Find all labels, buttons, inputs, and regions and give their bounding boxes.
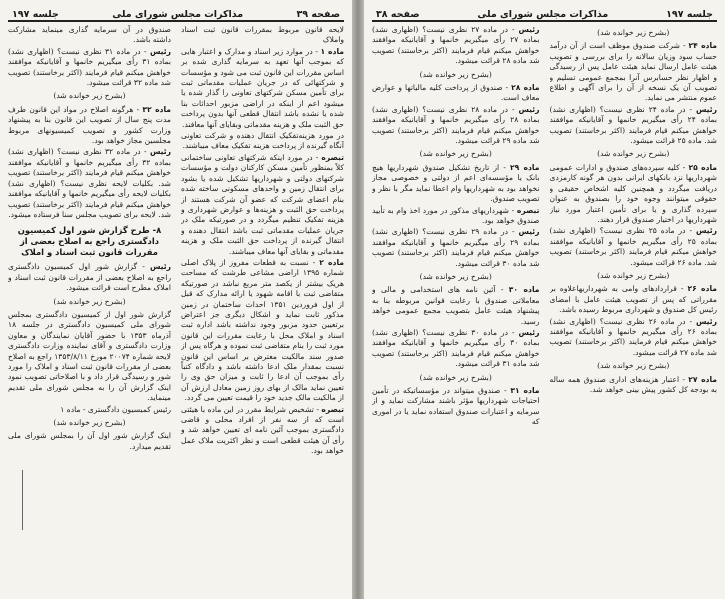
body-paragraph: تبصره - در مورد اینکه شرکتهای تعاونی ساختمانی کلاً بمنظور تأمین مسکن کارکنان دولت و مؤسسات شرکتهای دولتی و شهرداریها تشکیل شده یا بشود برای انتقال زمین و واحدهای مسکونی ساخته شده بنام اعضای شرکت که عضو آن شرکت هستند از پرداخت حق الثبت و هزینه‌ها و عوارض شهرداری و هزینه تفکیک تنظیم میگردد و در صورتیکه ملک در جریان عملیات مقدماتی ثبت باشد انتقال دهنده و انتقال گیرنده از پرداخت حق الثبت ملک و هزینه مقدماتی و بقایای آنها معاف میباشند.	[181, 152, 344, 256]
paragraph-lead: رئیس	[518, 227, 540, 237]
body-paragraph: رئیس - در ماده ۲۴ نظری نیست؟ (اظهاری نشد) بماده ۲۴ رأی میگیریم خانمها و آقایانیکه موافقند خواهش میکنم قیام فرمایند (اکثر برخاستند) تصویب شد. ماده ۲۵ قرائت میشود.	[549, 104, 717, 146]
body-paragraph: رئیس - در ماده ۲۶ نظری نیست؟ (اظهاری نشد) بماده ۲۶ رأی میگیریم خانمها و آقایانیکه موافقند خواهش میکنم قیام فرمایند (اکثر برخاستند) تصویب شد ماده ۲۷ قرائت میشود.	[549, 316, 717, 357]
body-paragraph: در مورد هزینه‌تفکیک انتقال دهنده و شرکت تعاونی آنگاه گیرنده از پرداخت هزینه تفکیک معاف میباشند.	[181, 131, 344, 151]
paragraph-lead: تبصره	[516, 205, 540, 215]
paragraph-lead: ماده ۲۸	[511, 83, 540, 93]
body-paragraph: ماده ۳۱ - صندوق میتواند در مؤسساتیکه در تأمین احتیاجات شهرداریها مؤثر باشند مشارکت نماید و از سرمایه و اعتبارات صندوق استفاده نماید یا در اموری که	[372, 386, 540, 427]
left-page-column-left	[8, 25, 171, 599]
left-page	[0, 0, 352, 599]
reading-note: (بشرح زیر خوانده شد)	[597, 28, 670, 37]
body-paragraph: ماده ۳۲ - هرگونه اصلاح در مواد این قانون طرف مدت پنج سال از تصویب این قانون بنا به پیشنهاد وزارت کشور و تصویب کمیسیونهای مربوط مجلسین مجاز خواهد بود.	[8, 104, 171, 146]
paragraph-lead: رئیس	[695, 316, 717, 326]
body-paragraph: تبصره - شهرداریهای مذکور در مورد اخذ وام به تأیید صندوق خواهد بود.	[372, 205, 540, 225]
body-paragraph: لایحه قانون مربوط بمقررات قانون ثبت اسناد واملاک	[181, 25, 344, 45]
reading-note: (بشرح زیر خوانده شد)	[419, 372, 492, 382]
body-paragraph: رئیس - در ماده ۳۲ نظری نیست؟ (اظهاری نشد) بماده ۳۲ رأی میگیریم خانمها و آقایانیکه موافقند خواهش میکنم قیام فرمایند (اکثر برخاستند) تصویب شد. بکلیات لایحه نظری نیست؟ (اظهاری نشد) بکلیات لایحه رأی میگیریم خانمها و آقایانیکه موافقند خواهش میکنم قیام فرمایند (اکثر برخاستند) تصویب شد. لایحه برای تصویب مجلس سنا فرستاده میشود.	[8, 147, 171, 219]
right-page-column-left	[372, 25, 540, 599]
body-paragraph: رئیس - در ماده ۲۷ نظری نیست؟ (اظهاری نشد) بماده ۲۷ رأی میگیریم خانمها و آقایانیکه موافقند خواهش میکنم قیام فرمایند (اکثر برخاستند) تصویب شد ماده ۲۸ قرائت میشود.	[372, 25, 540, 66]
reading-note: (بشرح زیر خوانده شد)	[53, 296, 126, 306]
paragraph-lead: ماده ۲	[319, 257, 344, 267]
body-paragraph: رئیس - در ماده ۲۸ نظری نیست؟ (اظهاری نشد) بماده ۲۸ رأی میگیریم خانمها و آقایانیکه موافقند خواهش میکنم قیام فرمایند (اکثر برخاستند) تصویب شد ماده ۲۹ قرائت میشود.	[372, 104, 540, 146]
reading-note: (بشرح زیر خوانده شد)	[597, 270, 670, 280]
reading-note: (بشرح زیر خوانده شد)	[597, 149, 670, 159]
left-page-columns	[8, 25, 344, 599]
paragraph-lead: رئیس	[518, 25, 540, 34]
body-paragraph: ماده ۲۴ - شرکت صندوق موظف است از آن درآمد حساب سود وزیان سالانه را برای بررسی و تصویب هیئت عامل ارسال نماید هیئت عامل پس از رسیدگی و اظهار نظر حسابرس آنرا بمجمع عمومی تسلیم و تصویب آن یک نسخه از آن را برای آگهی و اطلاع عموم منتشر می نماید.	[549, 41, 717, 103]
right-page-session: جلسه ۱۹۷	[666, 9, 713, 20]
right-page-column-right	[550, 25, 718, 599]
paragraph-lead: رئیس	[695, 226, 717, 236]
reading-note: (بشرح زیر خوانده شد)	[53, 418, 126, 427]
paragraph-lead: رئیس	[149, 46, 171, 56]
paragraph-lead: ماده ۲۹	[509, 162, 540, 172]
body-paragraph: رئیس - در ماده ۳۱ نظری نیست؟ (اظهاری نشد) بماده ۳۱ رأی میگیریم خانمها و آقایانیکه موافقند خواهش میکنم قیام فرمایند (اکثر برخاستند) تصویب شد ماده ۳۲ قرائت میشود.	[8, 46, 171, 88]
paragraph-lead: ماده ۲۴	[688, 41, 717, 51]
paragraph-lead: ماده ۳۰	[508, 285, 540, 295]
body-paragraph: ماده ۳۰ - آئین نامه های استخدامی و مالی و معاملاتی صندوق با رعایت قوانین مربوطه بنا به پیشنهاد هیئت عامل بتصویب مجمع عمومی خواهد رسید.	[372, 285, 540, 326]
section-heading: ۸- طرح گزارش شور اول کمیسیون دادگستری راجع به اصلاح بعضی از مقررات قانون ثبت اسناد و املاک	[17, 225, 162, 258]
body-paragraph: رئیس کمیسیون دادگستری - ماده ۱	[60, 404, 171, 414]
body-paragraph: گزارش شور اول از کمیسیون دادگستری بمجلس شورای ملی کمیسیون دادگستری در جلسه ۱۸ آذرماه ۱۳۵۳ با حضور آقایان نمایندگان و معاون وزارت دادگستری و آقای نماینده وزارت دادگستری لایحه شماره ۲۰۰۷۴ مورخ ۱۳۵۳/۸/۱۱ راجع به اصلاح بعضی از مقررات قانون ثبت اسناد و املاک را مورد شور و رسیدگی قرار داد و با اصلاحاتی تصویب نمود اینک گزارش آن را به مجلس شورای ملی تقدیم مینماید.	[8, 309, 171, 403]
paragraph-lead: ماده ۳۱	[510, 386, 540, 395]
body-paragraph: ماده ۲۵ - کلیه سپرده‌های صندوق و ادارات عمومی شهرداریها نزد بانکهای ایرانی بدون هر گونه کارمزدی دریافت میگردد و همچنین کلیه اشخاص حقیقی و حقوقی میتوانند وجوه خود را بصندوق به عنوان سپرده گذاری و یا برای تأمین اعتبار مورد نیاز شهرداریها در اختیار صندوق قرار دهند.	[549, 162, 717, 224]
left-page-header	[8, 2, 344, 22]
book-gutter	[352, 0, 364, 599]
body-paragraph: تبصره - تشخیص شرایط مقرر در این ماده با هیئتی است که از سه نفر از افراد محلی و قاضی دادگستری بموجب آئین نامه ای تعیین خواهد شد و رأی آن هیئت قطعی است و نظر اکثریت ملاک عمل خواهد بود.	[181, 404, 344, 456]
paragraph-lead: رئیس	[149, 262, 171, 272]
body-paragraph: ماده ۲۸ - صندوق از پرداخت کلیه مالیاتها و عوارض معاف است.	[372, 83, 540, 103]
paragraph-lead: ماده ۳۲	[142, 104, 171, 114]
body-paragraph: اینک گزارش شور اول آن را بمجلس شورای ملی تقدیم میدارد.	[8, 431, 171, 451]
reading-note: (بشرح زیر خوانده شد)	[53, 91, 126, 101]
body-paragraph: رئیس - در ماده ۳۰ نظری نیست؟ (اظهاری نشد) بماده ۳۰ رأی میگیریم خانمها و آقایانیکه موافقند خواهش میکنم قیام فرمایند (اکثر برخاستند) تصویب شد ماده ۳۱ قرائت میشود.	[372, 327, 540, 369]
paragraph-lead: رئیس	[695, 104, 717, 114]
reading-note: (بشرح زیر خوانده شد)	[419, 271, 492, 281]
right-page-columns	[372, 25, 717, 599]
paragraph-lead: تبصره	[321, 152, 344, 162]
body-paragraph: رئیس - در ماده ۲۵ نظری نیست؟ (اظهاری نشد) بماده ۲۵ رأی میگیریم خانمها و آقایانیکه موافقند خواهش میکنم قیام فرمایند (اکثر برخاستند) تصویب شد. ماده ۲۶ قرائت میشود.	[549, 226, 717, 267]
left-page-title: مذاکرات مجلس شورای ملی	[112, 9, 244, 20]
right-page-title: مذاکرات مجلس شورای ملی	[477, 9, 609, 20]
body-paragraph: ماده ۲۶ - قراردادهای وامی به شهرداریهاعلاوه بر مقرراتی که پس از تصویب هیئت عامل با امضای رئیس کل صندوق و شهرداری مربوط رسیده باشد.	[549, 284, 717, 315]
reading-note: (بشرح زیر خوانده شد)	[419, 149, 492, 159]
paragraph-lead: ماده ۱	[320, 46, 344, 56]
paragraph-lead: ماده ۲۵	[688, 162, 717, 172]
body-paragraph: رئیس - گزارش شور اول کمیسیون دادگستری راجع به اصلاح بعضی از مقررات قانون ثبت اسناد و املاک مطرح است قرائت میشود.	[8, 262, 171, 293]
reading-note: (بشرح زیر خوانده شد)	[419, 69, 492, 79]
paragraph-lead: تبصره	[321, 404, 344, 414]
paragraph-lead: رئیس	[518, 104, 540, 114]
paragraph-lead: رئیس	[518, 327, 540, 337]
body-paragraph: ماده ۲۷ - اعتبار هزینه‌های اداری صندوق همه ساله به بودجه کل کشور پیش بینی خواهد شد.	[549, 374, 717, 394]
body-paragraph: ماده ۲۹ - از تاریخ تشکیل صندوق شهرداریها هیچ بانک یا مؤسسه‌ای اعم از دولتی و خصوصی مجاز نخواهد بود به شهرداریها وام اعطا نماید مگر با نظر و تصویب صندوق.	[372, 162, 540, 204]
right-page	[364, 0, 725, 599]
left-page-session: جلسه ۱۹۷	[12, 9, 59, 20]
reading-note: (بشرح زیر خوانده شد)	[597, 361, 670, 371]
body-paragraph: صندوق در آن سرمایه گذاری مینماید مشارکت داشته باشد.	[8, 25, 171, 45]
right-page-header	[372, 2, 717, 22]
right-page-number: صفحه ۳۸	[376, 9, 420, 20]
body-paragraph: ماده ۱ - در موارد زیر اسناد و مدارک و اعتبار هایی که بموجب آنها تعهد به سرمایه گذاری شده بر اساس مقررات این قانون ثبت می شود و مؤسسات و شرکتهائی که در جریان عملیات مقدماتی ثبت برای تأمین مسکن شرکتهای تعاونی را گذار شده یا میشود اعم از اینکه در اراضی مزبور احداثات بنا شده یا نشده باشد انتقال قطعی آنها بدون پرداخت حق الثبت ملک و هزینه مقدماتی وبقایای آنها معافند.	[181, 46, 344, 129]
paragraph-lead: ماده ۲۶	[687, 284, 717, 294]
pencil-margin-mark	[22, 470, 23, 530]
left-page-column-right	[181, 25, 344, 599]
body-paragraph: ماده ۲ - نسبت به قطعات مفروز از پلاک اصلی شماره ۱۳۹۵ اراضی مشاعی طرشت که مساحت هریک بیشتر از یکصد متر مربع نباشد در صورتیکه متقاضی ثبت با اقامه شهود یا ارائه مدارک که قبل از اول فروردین ۱۳۵۱ احداث ساختمان در زمین مذکور ثابت نماید و اشکال دیگری جز اعتراض برتعیین حدود مزبور وجود نداشته باشد اداره ثبت اسناد و املاک محل با رعایت مقررات این قانون مورد ثبت را بنام متقاضی ثبت نموده و هرگاه پس از صدور سند مالکیت معترض بر اساس این قانون نسبت بمقدار ملک ادعا داشته باشد و دادگاه کتباً رأی بموجب آن ادعا را ثابت و میزان حق وی را تعیین نماید مالک از بهای روز زمین معادل ارزش آن از مالکیت مالک جدید خود را قیمت تعیین می گردد.	[181, 257, 344, 403]
body-paragraph: رئیس - در ماده ۲۹ نظری نیست؟ (اظهاری نشد) بماده ۲۹ رأی میگیریم خانمها و آقایانیکه موافقند خواهش میکنم قیام فرمایند (اکثر برخاستند) تصویب شد ماده ۳۰ قرائت میشود.	[372, 227, 540, 268]
paragraph-lead: ماده ۲۷	[688, 374, 717, 384]
left-page-number: صفحه ۳۹	[296, 9, 340, 20]
paragraph-lead: رئیس	[149, 147, 171, 157]
